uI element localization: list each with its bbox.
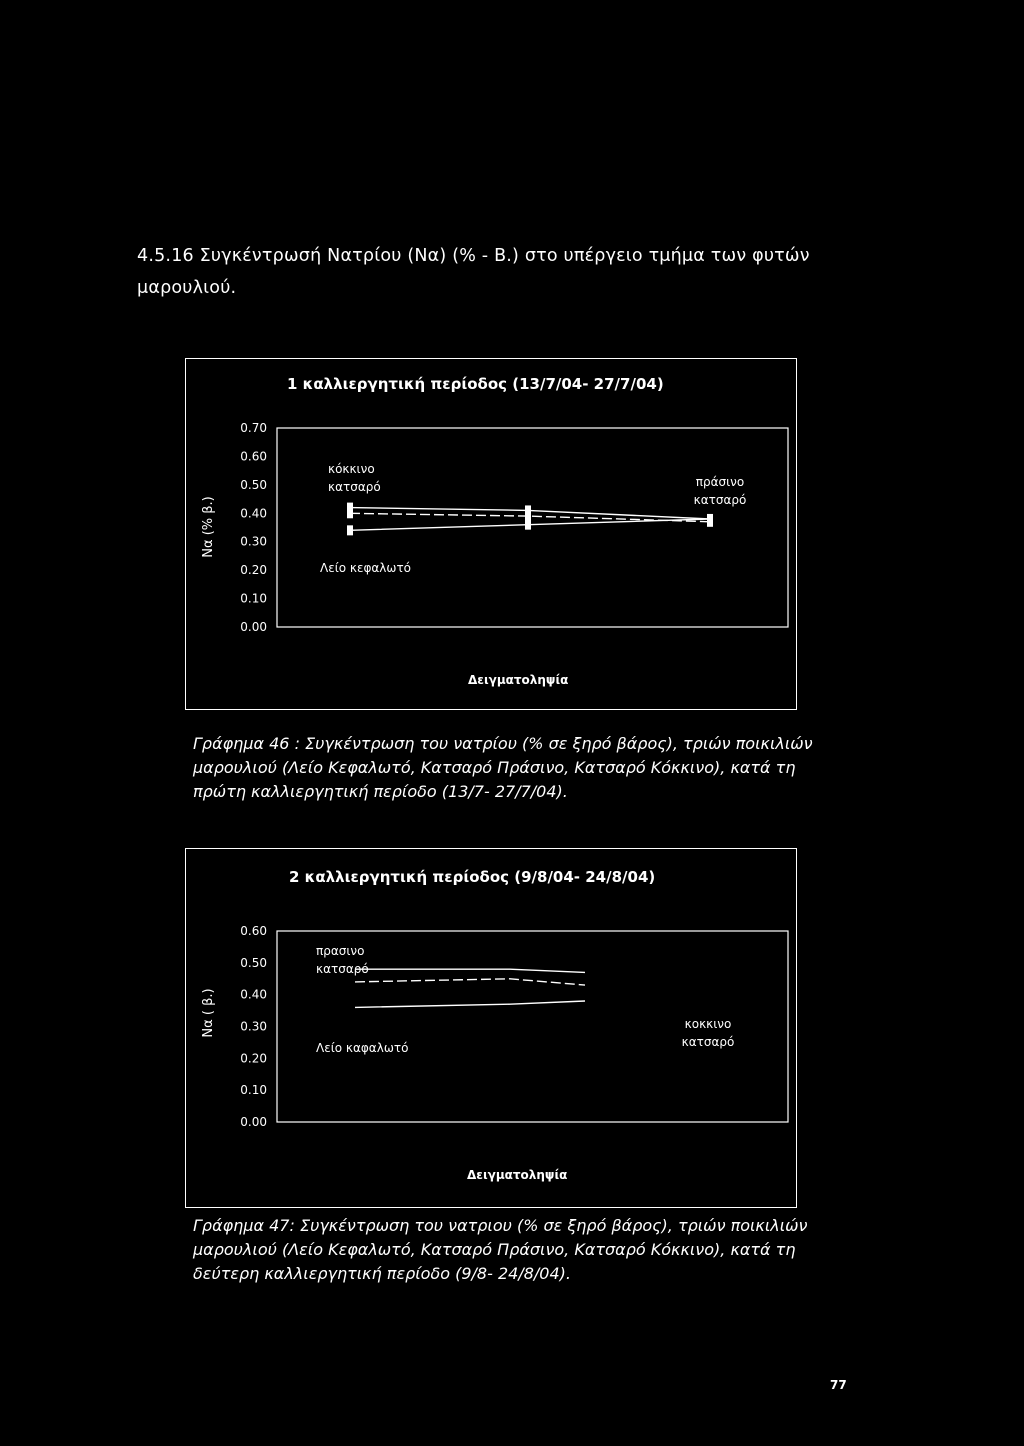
chart-1-data-point <box>347 508 353 518</box>
chart-1-series-label: κατσαρό <box>328 480 381 494</box>
chart-2-series-line <box>355 969 585 972</box>
chart-2-ytick-label: 0.60 <box>240 925 267 938</box>
figure-47-caption-line3: δεύτερη καλλιεργητική περίοδο (9/8- 24/8/04). <box>193 1264 571 1283</box>
chart-2-title: 2 καλλιεργητική περίοδος (9/8/04- 24/8/04) <box>289 868 656 886</box>
chart-1-title: 1 καλλιεργητική περίοδος (13/7/04- 27/7/04) <box>287 375 664 393</box>
figure-46-caption <box>193 732 873 804</box>
chart-1-ytick-label: 0.40 <box>240 506 267 521</box>
chart-1-xlabel: Δειγματοληψία <box>468 673 569 687</box>
chart-2-series-line <box>355 979 585 985</box>
section-title-line1: 4.5.16 Συγκέντρωσή Νατρίου (Να) (% - Β.) στο υπέργειο τμήμα των φυτών <box>137 246 810 266</box>
section-title-line2: μαρουλιού. <box>137 278 237 298</box>
chart-1-ytick-label: 0.30 <box>240 534 267 549</box>
chart-2-ytick-label: 0.50 <box>240 955 267 970</box>
chart-2-ytick-label: 0.40 <box>240 987 267 1002</box>
figure-47-caption-line2: μαρουλιού (Λείο Κεφαλωτό, Κατσαρό Πράσινο, Κατσαρό Κόκκινο), κατά τη <box>193 1240 796 1259</box>
chart-2-series-label: πρασινο <box>316 944 365 958</box>
chart-2-series-label: κοκκινο <box>684 1017 732 1031</box>
chart-1-svg <box>190 415 790 655</box>
chart-1-data-point <box>525 520 531 530</box>
chart-1-ytick-label: 0.60 <box>240 449 267 464</box>
chart-1-ytick-label: 0.50 <box>240 477 267 492</box>
chart-2-series-label: κατσαρό <box>681 1035 735 1049</box>
chart-2-series-label: κατσαρό <box>316 962 369 976</box>
chart-1-ytick-label: 0.00 <box>240 620 267 634</box>
figure-46-caption-line1: Γράφημα 46 : Συγκέντρωση του νατρίου (% σε ξηρό βάρος), τριών ποικιλιών <box>193 734 813 753</box>
chart-2-svg <box>190 925 790 1140</box>
figure-47-caption-line1: Γράφημα 47: Συγκέντρωση του νατριου (% σε ξηρό βάρος), τριών ποικιλιών <box>193 1216 808 1235</box>
chart-2-ytick-label: 0.10 <box>240 1083 267 1098</box>
chart-1-plot-area <box>277 428 788 627</box>
chart-1-ytick-label: 0.20 <box>240 563 267 578</box>
chart-2-ytick-label: 0.20 <box>240 1051 267 1066</box>
figure-46-caption-line3: πρώτη καλλιεργητική περίοδο (13/7- 27/7/04). <box>193 782 568 801</box>
chart-2-series-label: Λείο καφαλωτό <box>316 1041 409 1055</box>
chart-1-series-label: πράσινο <box>695 475 745 489</box>
chart-1-series-label: κόκκινο <box>328 462 375 476</box>
chart-2-ytick-label: 0.30 <box>240 1019 267 1034</box>
chart-1-series-label: Λείο κεφαλωτό <box>320 561 412 575</box>
page-number: 77 <box>830 1378 847 1392</box>
chart-1-data-point <box>707 517 713 527</box>
chart-2-xlabel: Δειγματοληψία <box>467 1168 568 1182</box>
figure-46-caption-line2: μαρουλιού (Λείο Κεφαλωτό, Κατσαρό Πράσινο, Κατσαρό Κόκκινο), κατά τη <box>193 758 796 777</box>
chart-1-ylabel: Να (% β.) <box>201 496 216 558</box>
section-heading <box>137 240 897 304</box>
chart-1-ytick-label: 0.10 <box>240 591 267 606</box>
chart-2-ylabel: Να ( β.) <box>201 988 216 1038</box>
chart-1-ytick-label: 0.70 <box>240 421 267 435</box>
chart-1-data-point <box>525 511 531 521</box>
chart-2-series-line <box>355 1001 585 1007</box>
chart-1-series-label: κατσαρό <box>693 493 747 507</box>
chart-2-ytick-label: 0.00 <box>240 1115 267 1129</box>
figure-47-caption <box>193 1214 873 1286</box>
chart-1-data-point <box>347 525 353 535</box>
